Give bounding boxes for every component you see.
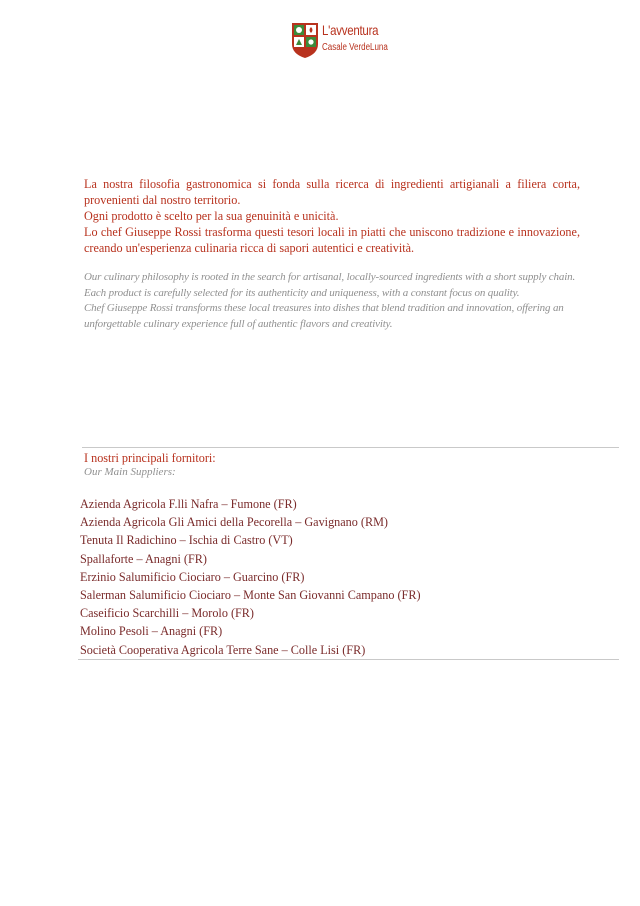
supplier-list [80,495,421,659]
brand-logo [290,20,390,60]
section-divider-bottom [78,659,619,660]
intro-english [84,270,580,332]
logo-title: L'avventura [322,22,379,38]
supplier-item: Molino Pesoli – Anagni (FR) [80,624,223,639]
section-divider-top [82,447,619,448]
supplier-item: Spallaforte – Anagni (FR) [80,551,207,566]
supplier-item: Caseificio Scarchilli – Morolo (FR) [80,606,254,621]
supplier-item: Tenuta Il Radichino – Ischia di Castro (VT) [80,533,293,548]
intro-italian-paragraph: La nostra filosofia gastronomica si fonda sulla ricerca di ingredienti artigianali a filiera corta, provenienti dal nostro territorio. [84,177,580,207]
supplier-item: Azienda Agricola F.lli Nafra – Fumone (FR) [80,497,297,511]
supplier-item: Erzinio Salumificio Ciociaro – Guarcino (FR) [80,569,305,584]
logo-subtitle: Casale VerdeLuna [322,42,388,53]
intro-english-paragraph: Each product is carefully selected for its authenticity and uniqueness, with a constant focus on quality. [84,286,520,299]
intro-italian-paragraph: Ogni prodotto è scelto per la sua genuinità e unicità. [84,209,339,223]
supplier-item: Società Cooperativa Agricola Terre Sane – Colle Lisi (FR) [80,642,366,657]
supplier-item: Salerman Salumificio Ciociaro – Monte San Giovanni Campano (FR) [80,588,421,603]
crest-emblem-icon [290,20,320,60]
supplier-item: Azienda Agricola Gli Amici della Pecorella – Gavignano (RM) [80,515,388,530]
intro-english-paragraph: Chef Giuseppe Rossi transforms these local treasures into dishes that blend tradition and innovation, offering an unforgettable culinary experience full of authentic flavors and creativity. [84,302,564,330]
intro-italian-paragraph: Lo chef Giuseppe Rossi trasforma questi tesori locali in piatti che uniscono tradizione e innovazione, creando un'esperienza culinaria ricca di sapori autentici e creatività. [84,225,580,255]
intro-english-paragraph: Our culinary philosophy is rooted in the search for artisanal, locally-sourced ingredients with a short supply chain. [84,271,576,283]
suppliers-heading: I nostri principali fornitori: [84,451,216,465]
suppliers-subheading: Our Main Suppliers: [84,466,176,478]
intro-italian [84,176,580,256]
